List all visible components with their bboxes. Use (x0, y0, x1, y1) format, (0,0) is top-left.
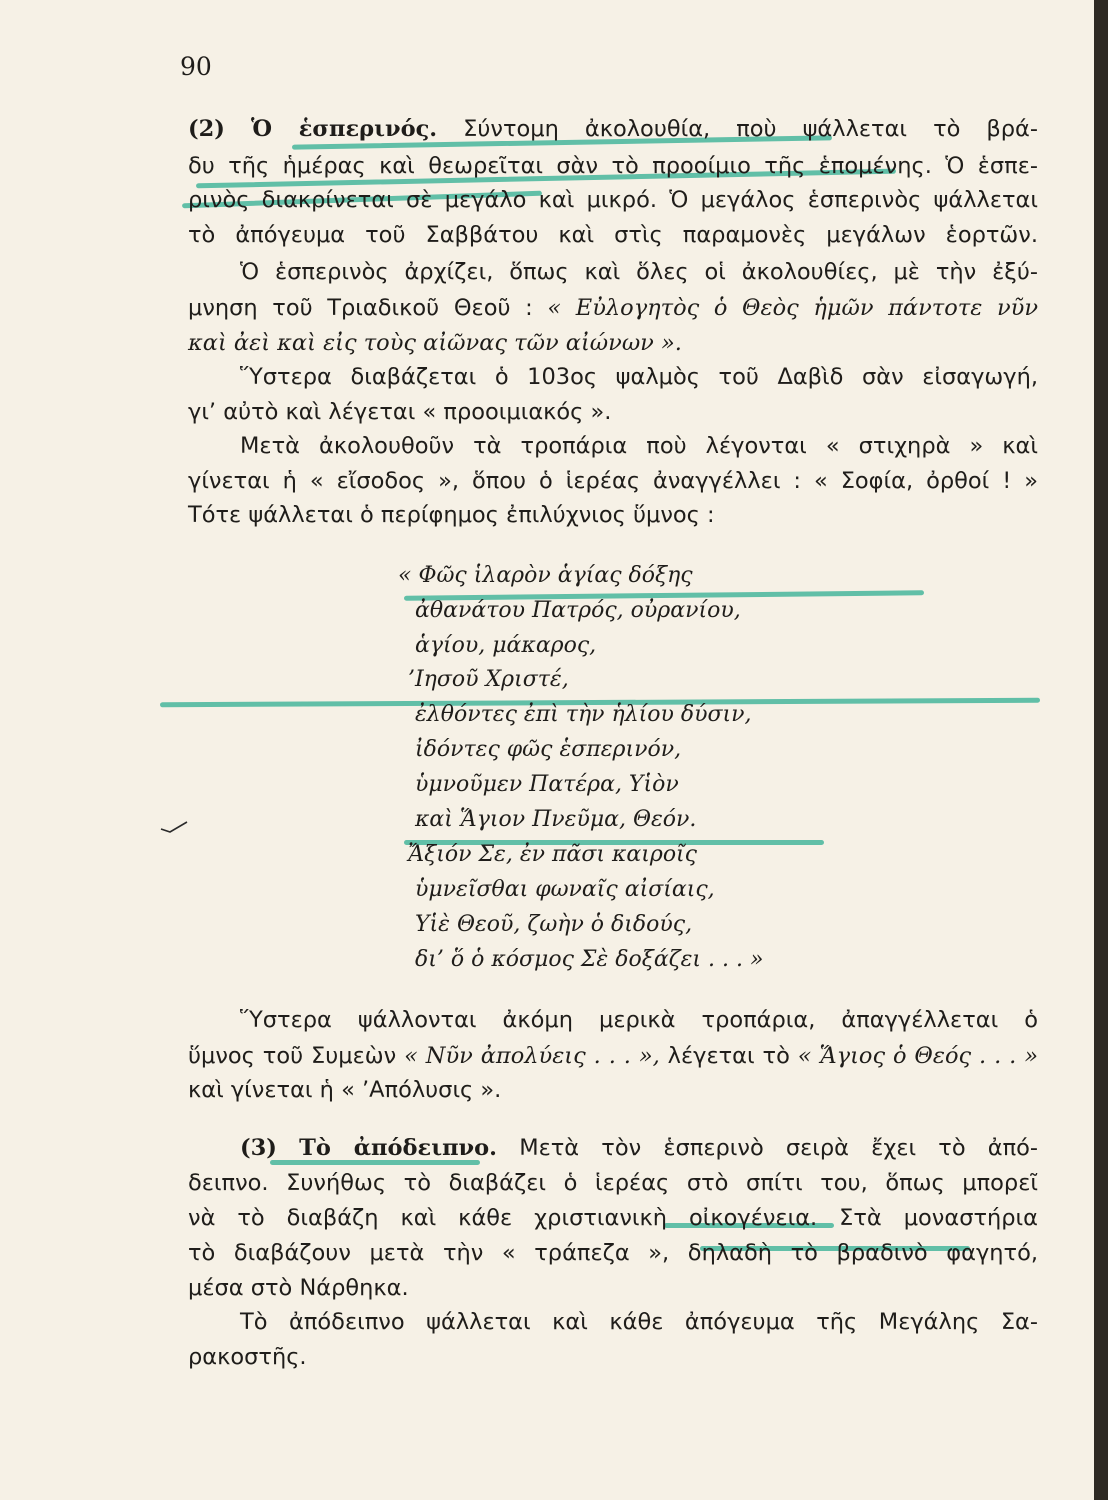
quote-text: « Ἅγιος ὁ Θεός . . . » (797, 1043, 1038, 1069)
quote-text: καὶ ἀεὶ καὶ εἰς τοὺς αἰῶνας τῶν αἰώνων ». (188, 330, 682, 356)
body-line: δυ τῆς ἡμέρας καὶ θεωρεῖται σὰν τὸ προοίμιο τῆς ἑπομένης. Ὁ ἑσπε- (188, 153, 1038, 179)
body-text: Σύντομη ἀκολουθία, ποὺ ψάλλεται τὸ βρά- (463, 116, 1039, 142)
hymn-line: ὑμνοῦμεν Πατέρα, Υἱὸν (415, 772, 679, 797)
body-line: Τότε ψάλλεται ὁ περίφημος ἐπιλύχνιος ὕμνος : (188, 502, 715, 528)
body-line: καὶ γίνεται ἡ « ’Απόλυσις ». (188, 1077, 502, 1103)
page-edge (1094, 0, 1108, 1500)
body-line: Μετὰ ἀκολουθοῦν τὰ τροπάρια ποὺ λέγονται « στιχηρὰ » καὶ (240, 433, 1038, 459)
body-line: νὰ τὸ διαβάζη καὶ κάθε χριστιανικὴ οἰκογένεια. Στὰ μοναστήρια (188, 1205, 1038, 1231)
section-heading: Τὸ ἀπόδειπνο. (299, 1135, 498, 1161)
body-line: Ὕστερα ψάλλονται ἀκόμη μερικὰ τροπάρια, ἀπαγγέλλεται ὁ (240, 1007, 1038, 1033)
hymn-line: Ἄξιόν Σε, ἐν πᾶσι καιροῖς (408, 842, 698, 867)
body-line: Τὸ ἀπόδειπνο ψάλλεται καὶ κάθε ἀπόγευμα τῆς Μεγάλης Σα- (240, 1309, 1038, 1335)
margin-checkmark (160, 820, 188, 834)
body-line: ρακοστῆς. (188, 1344, 307, 1370)
page-number: 90 (180, 52, 212, 81)
hymn-line: Υἱὲ Θεοῦ, ζωὴν ὁ διδούς, (415, 912, 693, 937)
body-text: λέγεται τὸ (667, 1043, 790, 1069)
body-text: μνηση τοῦ Τριαδικοῦ Θεοῦ : (188, 295, 533, 321)
section-number: (3) (240, 1135, 277, 1161)
quote-text: « Νῦν ἀπολύεις . . . », (404, 1043, 660, 1069)
quote-text: « Εὐλογητὸς ὁ Θεὸς ἡμῶν πάντοτε νῦν (547, 295, 1038, 321)
body-line: μέσα στὸ Νάρθηκα. (188, 1275, 409, 1301)
section-heading: Ὁ ἑσπερινός. (250, 116, 438, 142)
body-line (188, 292, 1038, 324)
body-line: τὸ ἀπόγευμα τοῦ Σαββάτου καὶ στὶς παραμονὲς μεγάλων ἑορτῶν. (188, 222, 1038, 248)
section-2-heading-line (188, 113, 1038, 145)
hymn-line: δι’ ὅ ὁ κόσμος Σὲ δοξάζει . . . » (415, 947, 764, 972)
body-line: τὸ διαβάζουν μετὰ τὴν « τράπεζα », δηλαδὴ τὸ βραδινὸ φαγητό, (188, 1240, 1038, 1266)
body-line: Ὁ ἑσπερινὸς ἀρχίζει, ὅπως καὶ ὅλες οἱ ἀκολουθίες, μὲ τὴν ἐξύ- (240, 259, 1038, 285)
hymn-line: ἁγίου, μάκαρος, (415, 633, 597, 658)
hymn-line: ὑμνεῖσθαι φωναῖς αἰσίαις, (415, 877, 715, 902)
body-line: γι’ αὐτὸ καὶ λέγεται « προοιμιακός ». (188, 399, 612, 425)
hymn-line: ἰδόντες φῶς ἑσπερινόν, (415, 737, 682, 762)
body-line: Ὕστερα διαβάζεται ὁ 103ος ψαλμὸς τοῦ Δαβὶδ σὰν εἰσαγωγή, (240, 364, 1038, 390)
hymn-line: καὶ Ἅγιον Πνεῦμα, Θεόν. (415, 807, 697, 832)
hymn-line: ’Ιησοῦ Χριστέ, (408, 667, 569, 692)
hymn-line: ἐλθόντες ἐπὶ τὴν ἡλίου δύσιν, (415, 702, 752, 727)
hymn-line: « Φῶς ἱλαρὸν ἁγίας δόξης (398, 563, 693, 588)
section-number: (2) (188, 116, 225, 142)
body-line (188, 1040, 1038, 1072)
body-line: ρινὸς διακρίνεται σὲ μεγάλο καὶ μικρό. Ὁ μεγάλος ἑσπερινὸς ψάλλεται (188, 187, 1038, 213)
section-3-heading-line (240, 1132, 1038, 1164)
body-line (188, 327, 1038, 359)
body-text: ὕμνος τοῦ Συμεὼν (188, 1043, 397, 1069)
body-line: δειπνο. Συνήθως τὸ διαβάζει ὁ ἱερέας στὸ σπίτι του, ὅπως μπορεῖ (188, 1170, 1038, 1196)
body-text: Μετὰ τὸν ἑσπερινὸ σειρὰ ἔχει τὸ ἀπό- (519, 1135, 1039, 1161)
body-line: γίνεται ἡ « εἴσοδος », ὅπου ὁ ἱερέας ἀναγγέλλει : « Σοφία, ὀρθοί ! » (188, 468, 1038, 494)
hymn-line: ἀθανάτου Πατρός, οὐρανίου, (415, 598, 741, 623)
